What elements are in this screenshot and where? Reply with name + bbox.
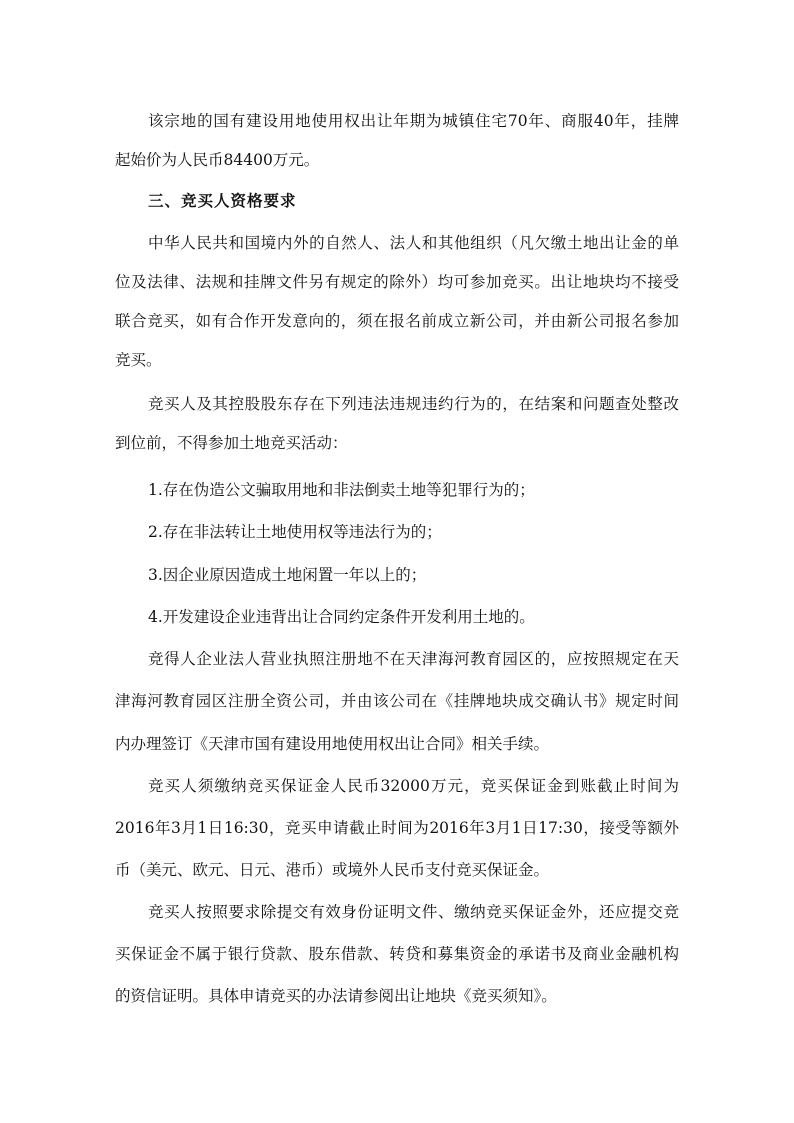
paragraph-submission-line-3: 的资信证明。具体申请竞买的办法请参阅出让地块《竞买须知》。 (115, 987, 557, 1005)
paragraph-violations-line-2: 到位前，不得参加土地竞买活动： (115, 434, 348, 452)
paragraph-term-line-1: 该宗地的国有建设用地使用权出让年期为城镇住宅70年、商服40年，挂牌 (148, 112, 679, 130)
paragraph-violations-line-1: 竞买人及其控股股东存在下列违法违规违约行为的，在结案和问题查处整改 (148, 395, 679, 413)
list-item: 3.因企业原因造成土地闲置一年以上的； (148, 566, 427, 584)
list-item: 1.存在伪造公文骗取用地和非法倒卖土地等犯罪行为的； (148, 481, 535, 499)
paragraph-deposit-line-1: 竞买人须缴纳竞买保证金人民币32000万元，竞买保证金到账截止时间为 (148, 777, 679, 795)
paragraph-eligibility-line-4: 竞买。 (115, 351, 162, 369)
paragraph-eligibility-line-2: 位及法律、法规和挂牌文件另有规定的除外）均可参加竞买。出让地块均不接受 (115, 273, 679, 291)
paragraph-deposit-line-2: 2016年3月1日16:30，竞买申请截止时间为2016年3月1日17:30，接受等额外 (115, 819, 679, 837)
paragraph-term-line-2: 起始价为人民币84400万元。 (115, 151, 320, 169)
paragraph-deposit-line-3: 币（美元、欧元、日元、港币）或境外人民币支付竞买保证金。 (115, 861, 550, 879)
section-heading: 三、竞买人资格要求 (148, 191, 297, 210)
paragraph-submission-line-2: 买保证金不属于银行贷款、股东借款、转贷和募集资金的承诺书及商业金融机构 (115, 945, 679, 963)
paragraph-registration-line-2: 津海河教育园区注册全资公司，并由该公司在《挂牌地块成交确认书》规定时间 (115, 692, 679, 710)
list-item: 2.存在非法转让土地使用权等违法行为的； (148, 523, 442, 541)
paragraph-eligibility-line-1: 中华人民共和国境内外的自然人、法人和其他组织（凡欠缴土地出让金的单 (148, 234, 679, 252)
paragraph-registration-line-3: 内办理签订《天津市国有建设用地使用权出让合同》相关手续。 (115, 735, 550, 753)
paragraph-submission-line-1: 竞买人按照要求除提交有效身份证明文件、缴纳竞买保证金外，还应提交竞 (148, 903, 679, 921)
list-item: 4.开发建设企业违背出让合同约定条件开发利用土地的。 (148, 608, 535, 626)
paragraph-eligibility-line-3: 联合竞买，如有合作开发意向的，须在报名前成立新公司，并由新公司报名参加 (115, 312, 679, 330)
paragraph-registration-line-1: 竞得人企业法人营业执照注册地不在天津海河教育园区的，应按照规定在天 (148, 650, 679, 668)
